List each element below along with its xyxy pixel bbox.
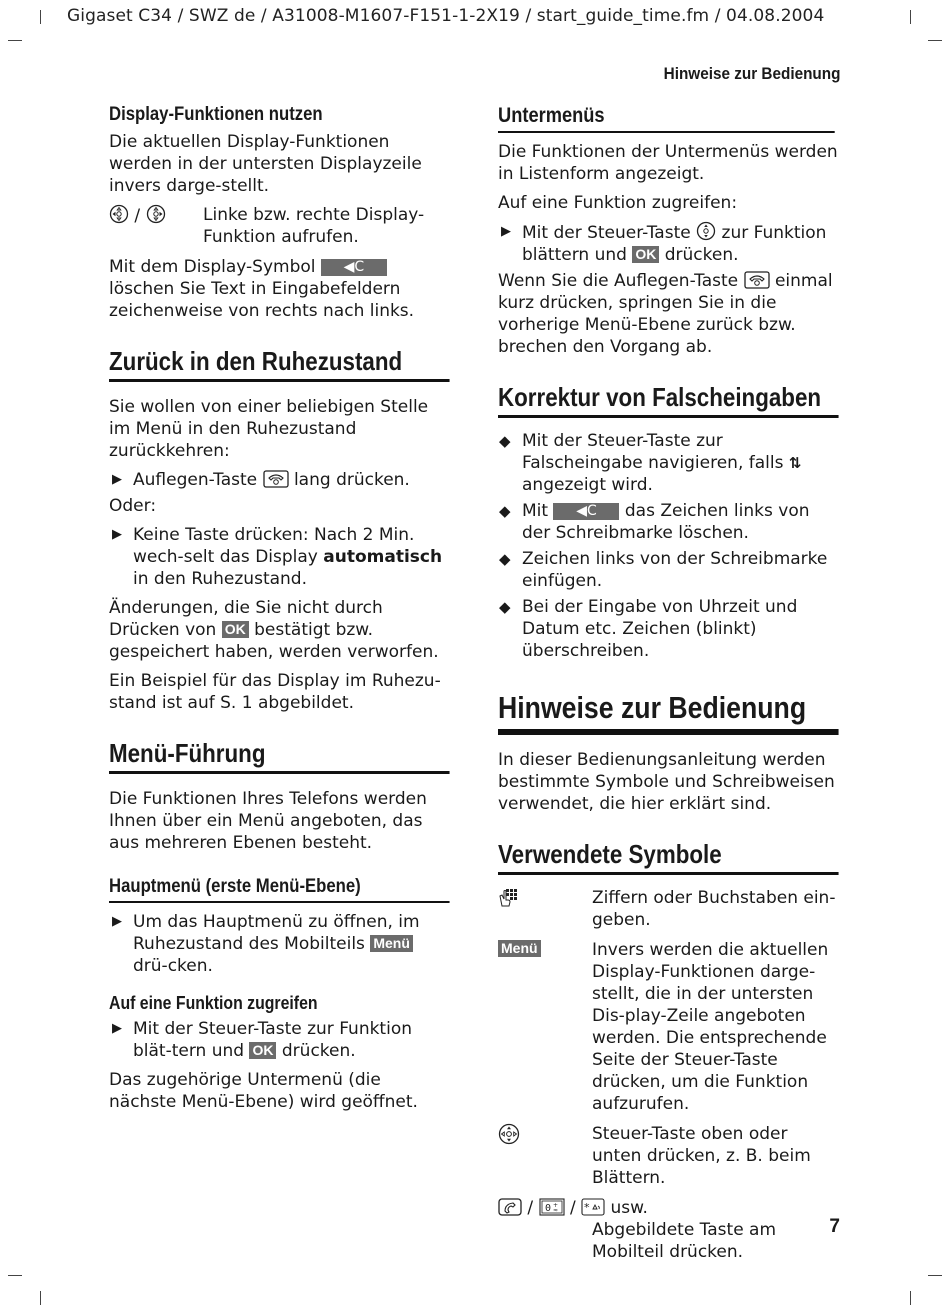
hangup-key-icon (744, 271, 770, 289)
bullet-diamond-icon: ◆ (499, 502, 511, 520)
submenu-bullet-text-b: zur Funktion blättern und (522, 223, 827, 265)
submenus-heading: Untermenüs (498, 104, 835, 133)
correction-heading: Korrektur von Falscheingaben (498, 382, 839, 418)
menu-intro: Die Funktionen Ihres Telefons werden Ihnen über ein Menü angeboten, das aus mehreren Ebenen besteht. (109, 789, 427, 853)
symbol-cell (498, 887, 592, 931)
correction-item-delete (498, 500, 839, 544)
idle-intro: Sie wollen von einer beliebigen Stelle im Menü in den Ruhezustand zurückkehren: (109, 397, 429, 461)
control-key-icon (498, 1123, 520, 1145)
idle-bullet-hangup (109, 469, 450, 491)
svg-text:*: * (584, 1201, 590, 1214)
symbol-description: Ziffern oder Buchstaben ein-geben. (592, 888, 836, 930)
symbol-row-keypad (498, 887, 839, 931)
submenus-intro: Die Funktionen der Untermenüs werden in Listenform angezeigt. (498, 142, 838, 184)
access-text-b: drücken. (281, 1041, 356, 1061)
submenus-hangup-text (498, 270, 839, 358)
bullet-diamond-icon: ◆ (499, 432, 511, 450)
symbol-row-control (498, 1123, 839, 1189)
timeout-bold: automatisch (323, 547, 443, 567)
delete-text-b: löschen Sie Text in Eingabefeldern zeichenweise von rechts nach links. (109, 279, 415, 321)
bullet-triangle-icon: ▶ (112, 1021, 122, 1036)
correction-navigate-text-a: Mit der Steuer-Taste zur Falscheingabe navigieren, falls (522, 431, 784, 473)
display-keys-row (109, 204, 450, 248)
right-control-key-icon (146, 204, 166, 224)
crop-mark (928, 40, 942, 41)
hangup-text-a: Wenn Sie die Auflegen-Taste (498, 271, 739, 291)
svg-text:≈: ≈ (552, 1207, 558, 1214)
correction-delete-text-a: Mit (522, 501, 549, 521)
crop-mark (8, 1275, 22, 1276)
changes-text (109, 597, 450, 663)
or-text: Oder: (109, 496, 157, 516)
bullet-triangle-icon: ▶ (112, 914, 122, 929)
symbol-cell (498, 1123, 592, 1189)
delete-symbol-text (109, 256, 450, 322)
symbol-description: Abgebildete Taste am Mobilteil drücken. (592, 1220, 777, 1262)
menu-heading: Menü-Führung (109, 738, 450, 774)
main-menu-bullet (109, 911, 450, 977)
submenu-opened-text: Das zugehörige Untermenü (die nächste Menü-Ebene) wird geöffnet. (109, 1070, 418, 1112)
left-control-key-icon (109, 204, 129, 224)
menu-key-symbol: Menü (370, 935, 413, 952)
ok-key-symbol: OK (249, 1042, 276, 1059)
access-function-heading: Auf eine Funktion zugreifen (109, 993, 318, 1013)
notes-heading: Hinweise zur Bedienung (498, 690, 839, 735)
key-separator: / (522, 1198, 539, 1218)
bullet-triangle-icon: ▶ (501, 224, 511, 239)
correction-delete-text-b: das Zeichen links von der Schreibmarke löschen. (522, 501, 810, 543)
svg-text:+: + (552, 1202, 558, 1209)
display-functions-heading: Display-Funktionen nutzen (109, 104, 323, 125)
correction-item-navigate (498, 430, 839, 496)
display-keys-description: Linke bzw. rechte Display-Funktion aufrufen. (203, 205, 425, 247)
crop-mark (40, 1291, 41, 1305)
bullet-diamond-icon: ◆ (499, 550, 511, 568)
ok-key-symbol: OK (632, 246, 659, 263)
submenu-bullet-text-c: drücken. (664, 245, 739, 265)
access-text-a: Mit der Steuer-Taste zur Funktion blät-tern und (133, 1019, 412, 1061)
hangup-text-b: einmal kurz drücken, springen Sie in die vorherige Menü-Ebene zurück bzw. brechen den Vorgang ab. (498, 271, 833, 357)
crop-mark (910, 1291, 911, 1305)
correction-item-insert (498, 548, 839, 592)
svg-text:0: 0 (544, 1203, 551, 1214)
main-menu-heading: Hauptmenü (erste Menü-Ebene) (109, 876, 450, 903)
zero-key-icon (539, 1198, 565, 1216)
submenu-bullet-text-a: Mit der Steuer-Taste (522, 223, 691, 243)
correction-overwrite-text: Bei der Eingabe von Uhrzeit und Datum etc. Zeichen (blinkt) überschreiben. (522, 597, 798, 661)
timeout-text-a: Keine Taste drücken: Nach 2 Min. wech-selt das Display (133, 525, 415, 567)
bullet-triangle-icon: ▶ (112, 472, 122, 487)
bullet-triangle-icon: ▶ (112, 527, 122, 542)
notes-intro: In dieser Bedienungsanleitung werden bestimmte Symbole und Schreibweisen verwendet, die hier erklärt sind. (498, 750, 835, 814)
symbol-description: Steuer-Taste oben oder unten drücken, z. B. beim Blättern. (592, 1124, 811, 1188)
crop-mark (40, 10, 41, 24)
left-column (109, 104, 450, 1120)
running-head: Hinweise zur Bedienung (663, 64, 840, 83)
menu-key-symbol: Menü (498, 940, 541, 957)
changes-text-b: bestätigt bzw. gespeichert haben, werden verworfen. (109, 620, 439, 662)
hangup-key-icon (263, 470, 289, 488)
bullet-diamond-icon: ◆ (499, 598, 511, 616)
control-key-icon (696, 221, 716, 241)
crop-mark (910, 10, 911, 24)
star-key-icon (581, 1198, 605, 1216)
delete-text-a: Mit dem Display-Symbol (109, 257, 316, 277)
changes-text-a: Änderungen, die Sie nicht durch Drücken von (109, 598, 383, 640)
idle-heading: Zurück in den Ruhezustand (109, 346, 450, 382)
symbol-row-menu (498, 939, 839, 1115)
usw-text: usw. (610, 1198, 648, 1218)
correction-navigate-text-b: angezeigt wird. (522, 475, 653, 495)
scroll-arrows-icon: ⇅ (788, 454, 802, 472)
timeout-text-b: in den Ruhezustand. (133, 569, 307, 589)
main-menu-text-a: Um das Hauptmenü zu öffnen, im Ruhezustand des Mobilteils (133, 912, 420, 954)
display-keys-symbols (109, 204, 203, 248)
access-function-bullet (109, 1018, 450, 1062)
symbol-row-keys (498, 1197, 839, 1263)
right-column (498, 104, 839, 1271)
main-menu-text-b: drü-cken. (133, 956, 213, 976)
call-key-icon (498, 1198, 522, 1216)
example-text: Ein Beispiel für das Display im Ruhezu-stand ist auf S. 1 abgebildet. (109, 671, 441, 713)
keypad-icon (498, 887, 518, 909)
correction-insert-text: Zeichen links von der Schreibmarke einfügen. (522, 549, 828, 591)
delete-key-symbol: ◀C (553, 503, 619, 520)
submenus-bullet (498, 221, 839, 266)
symbol-separator: / (129, 206, 146, 226)
submenus-access: Auf eine Funktion zugreifen: (498, 193, 738, 213)
idle-bullet-timeout (109, 524, 450, 590)
key-separator: / (564, 1198, 582, 1218)
symbol-description: Invers werden die aktuellen Display-Funktionen darge-stellt, die in der untersten Dis-play-Zeile angeboten werden. Die entsprechende Seite der Steuer-Taste drücken, um die Funktion aufzurufen. (592, 940, 829, 1114)
delete-key-symbol: ◀C (321, 259, 387, 276)
crop-mark (8, 40, 22, 41)
ok-key-symbol: OK (222, 621, 249, 638)
symbols-heading: Verwendete Symbole (498, 839, 839, 875)
crop-mark (928, 1275, 942, 1276)
document-meta-header: Gigaset C34 / SWZ de / A31008-M1607-F151-1-2X19 / start_guide_time.fm / 04.08.2004 (67, 6, 825, 26)
key-icons-line (498, 1197, 839, 1219)
idle-bullet-text-b: lang drücken. (293, 470, 410, 490)
symbol-cell (498, 939, 592, 1115)
page-number: 7 (829, 1216, 840, 1237)
display-functions-text: Die aktuellen Display-Funktionen werden in der untersten Displayzeile invers darge-stellt. (109, 132, 422, 196)
correction-item-overwrite (498, 596, 839, 662)
idle-bullet-text-a: Auflegen-Taste (133, 470, 258, 490)
